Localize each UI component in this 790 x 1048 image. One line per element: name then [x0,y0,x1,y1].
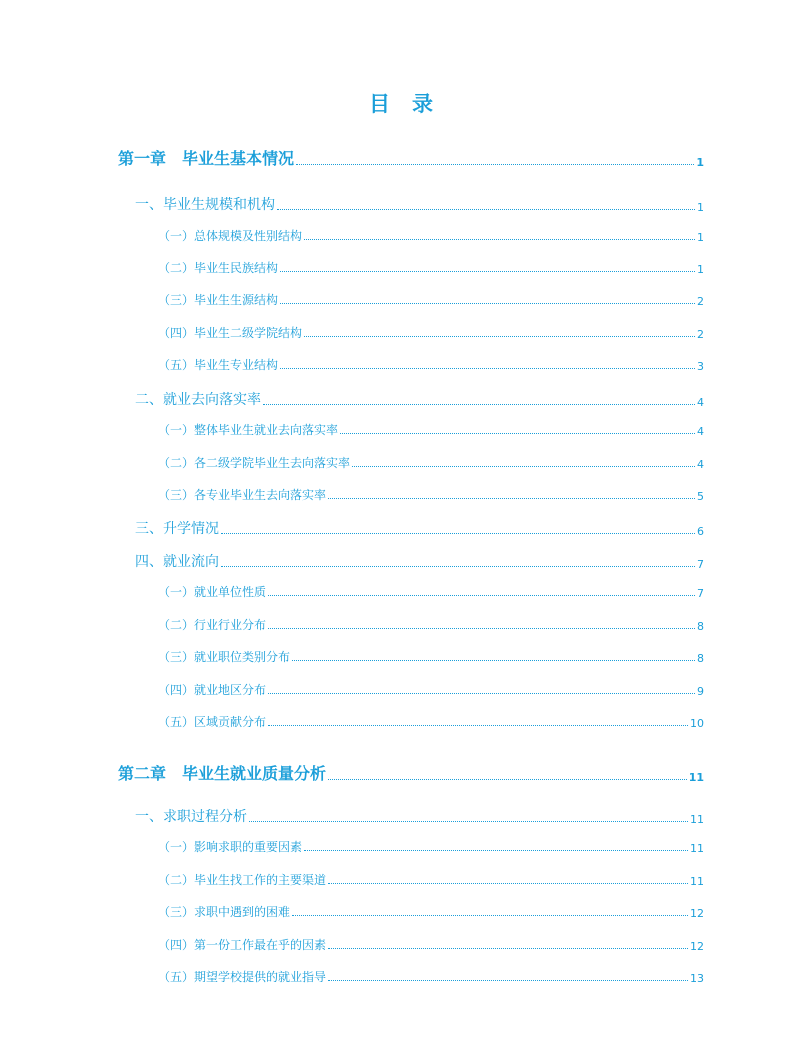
toc-entry-page-number: 9 [697,685,704,698]
page-title: 目录 [369,92,455,116]
toc-entry[interactable] [158,871,704,888]
toc-leader-dots [268,693,695,694]
toc-leader-dots [328,980,688,981]
toc-entry-page-number: 11 [690,842,704,855]
toc-entry-page-number: 6 [697,525,704,538]
toc-entry-label: （一）总体规模及性别结构 [158,229,303,243]
toc-entry[interactable] [135,551,704,571]
toc-entry-page-number: 2 [697,328,704,341]
toc-entry[interactable] [158,616,704,633]
toc-entry[interactable] [158,454,704,471]
toc-leader-dots [277,209,695,210]
toc-entry[interactable] [135,806,704,826]
toc-entry[interactable] [135,518,704,538]
toc-leader-dots [352,466,695,467]
toc-leader-dots [268,725,688,726]
toc-leader-dots [296,164,694,165]
toc-entry-label: 三、升学情况 [135,521,219,537]
toc-entry-label: 四、就业流向 [135,554,219,570]
toc-entry-label: 第二章 毕业生就业质量分析 [118,764,327,783]
toc-entry-page-number: 11 [688,771,704,784]
toc-entry[interactable] [158,486,704,503]
toc-leader-dots [304,239,695,240]
toc-entry[interactable] [158,713,704,730]
toc-entry-label: （四）就业地区分布 [158,683,267,697]
toc-entry[interactable] [158,838,704,855]
toc-entry-page-number: 7 [697,558,704,571]
toc-entry-page-number: 12 [690,940,704,953]
toc-entry[interactable] [158,259,704,276]
toc-entry[interactable] [158,968,704,985]
toc-leader-dots [328,498,695,499]
toc-leader-dots [263,404,695,405]
toc-entry-label: （一）就业单位性质 [158,585,267,599]
toc-entry-label: （三）求职中遇到的困难 [158,905,291,919]
toc-leader-dots [304,336,695,337]
toc-entry-label: （一）整体毕业生就业去向落实率 [158,423,339,437]
toc-entry[interactable] [158,936,704,953]
toc-leader-dots [340,433,695,434]
toc-entry-label: （一）影响求职的重要因素 [158,840,303,854]
toc-leader-dots [280,303,695,304]
toc-entry-page-number: 4 [697,458,704,471]
toc-entry-label: 二、就业去向落实率 [135,392,261,408]
toc-leader-dots [304,850,688,851]
toc-leader-dots [292,660,695,661]
toc-entry-label: （五）期望学校提供的就业指导 [158,970,327,984]
toc-leader-dots [221,566,695,567]
toc-entry-label: （五）区域贡献分布 [158,715,267,729]
toc-entry[interactable] [158,227,704,244]
toc-entry-page-number: 1 [696,156,704,169]
toc-leader-dots [268,628,695,629]
toc-entry-page-number: 8 [697,620,704,633]
toc-entry-page-number: 13 [690,972,704,985]
toc-leader-dots [268,595,695,596]
toc-entry-label: （二）毕业生民族结构 [158,261,279,275]
toc-entry[interactable] [158,903,704,920]
toc-entry[interactable] [135,389,704,409]
toc-entry-page-number: 12 [690,907,704,920]
toc-entry-page-number: 2 [697,295,704,308]
toc-leader-dots [292,915,688,916]
toc-entry[interactable] [158,583,704,600]
toc-leader-dots [221,533,695,534]
toc-leader-dots [280,368,695,369]
toc-entry-page-number: 3 [697,360,704,373]
toc-entry-page-number: 11 [690,875,704,888]
toc-entry[interactable] [118,146,704,169]
toc-entry-page-number: 8 [697,652,704,665]
toc-entry-page-number: 4 [697,396,704,409]
toc-entry-label: 一、求职过程分析 [135,809,247,825]
toc-leader-dots [328,948,688,949]
toc-entry-page-number: 1 [697,231,704,244]
toc-entry[interactable] [135,194,704,214]
toc-leader-dots [280,271,695,272]
toc-entry-label: （二）毕业生找工作的主要渠道 [158,873,327,887]
toc-entry-page-number: 11 [690,813,704,826]
toc-entry-label: （四）毕业生二级学院结构 [158,326,303,340]
toc-entry-page-number: 4 [697,425,704,438]
toc-entry-label: （四）第一份工作最在乎的因素 [158,938,327,952]
toc-leader-dots [328,779,687,780]
toc-entry-label: （三）毕业生生源结构 [158,293,279,307]
toc-entry-label: （三）就业职位类别分布 [158,650,291,664]
toc-leader-dots [328,883,688,884]
toc-entry[interactable] [158,324,704,341]
toc-entry-page-number: 7 [697,587,704,600]
toc-entry[interactable] [158,421,704,438]
toc-entry-page-number: 1 [697,201,704,214]
toc-entry-label: （五）毕业生专业结构 [158,358,279,372]
toc-entry-label: 一、毕业生规模和机构 [135,197,275,213]
toc-entry-page-number: 10 [690,717,704,730]
toc-entry[interactable] [118,761,704,784]
toc-entry[interactable] [158,648,704,665]
toc-entry[interactable] [158,291,704,308]
toc-entry-label: 第一章 毕业生基本情况 [118,149,295,168]
toc-leader-dots [249,821,688,822]
toc-entry-label: （二）各二级学院毕业生去向落实率 [158,456,351,470]
toc-entry-page-number: 1 [697,263,704,276]
toc-entry[interactable] [158,356,704,373]
toc-entry-page-number: 5 [697,490,704,503]
toc-entry-label: （三）各专业毕业生去向落实率 [158,488,327,502]
toc-entry[interactable] [158,681,704,698]
toc-entry-label: （二）行业行业分布 [158,618,267,632]
